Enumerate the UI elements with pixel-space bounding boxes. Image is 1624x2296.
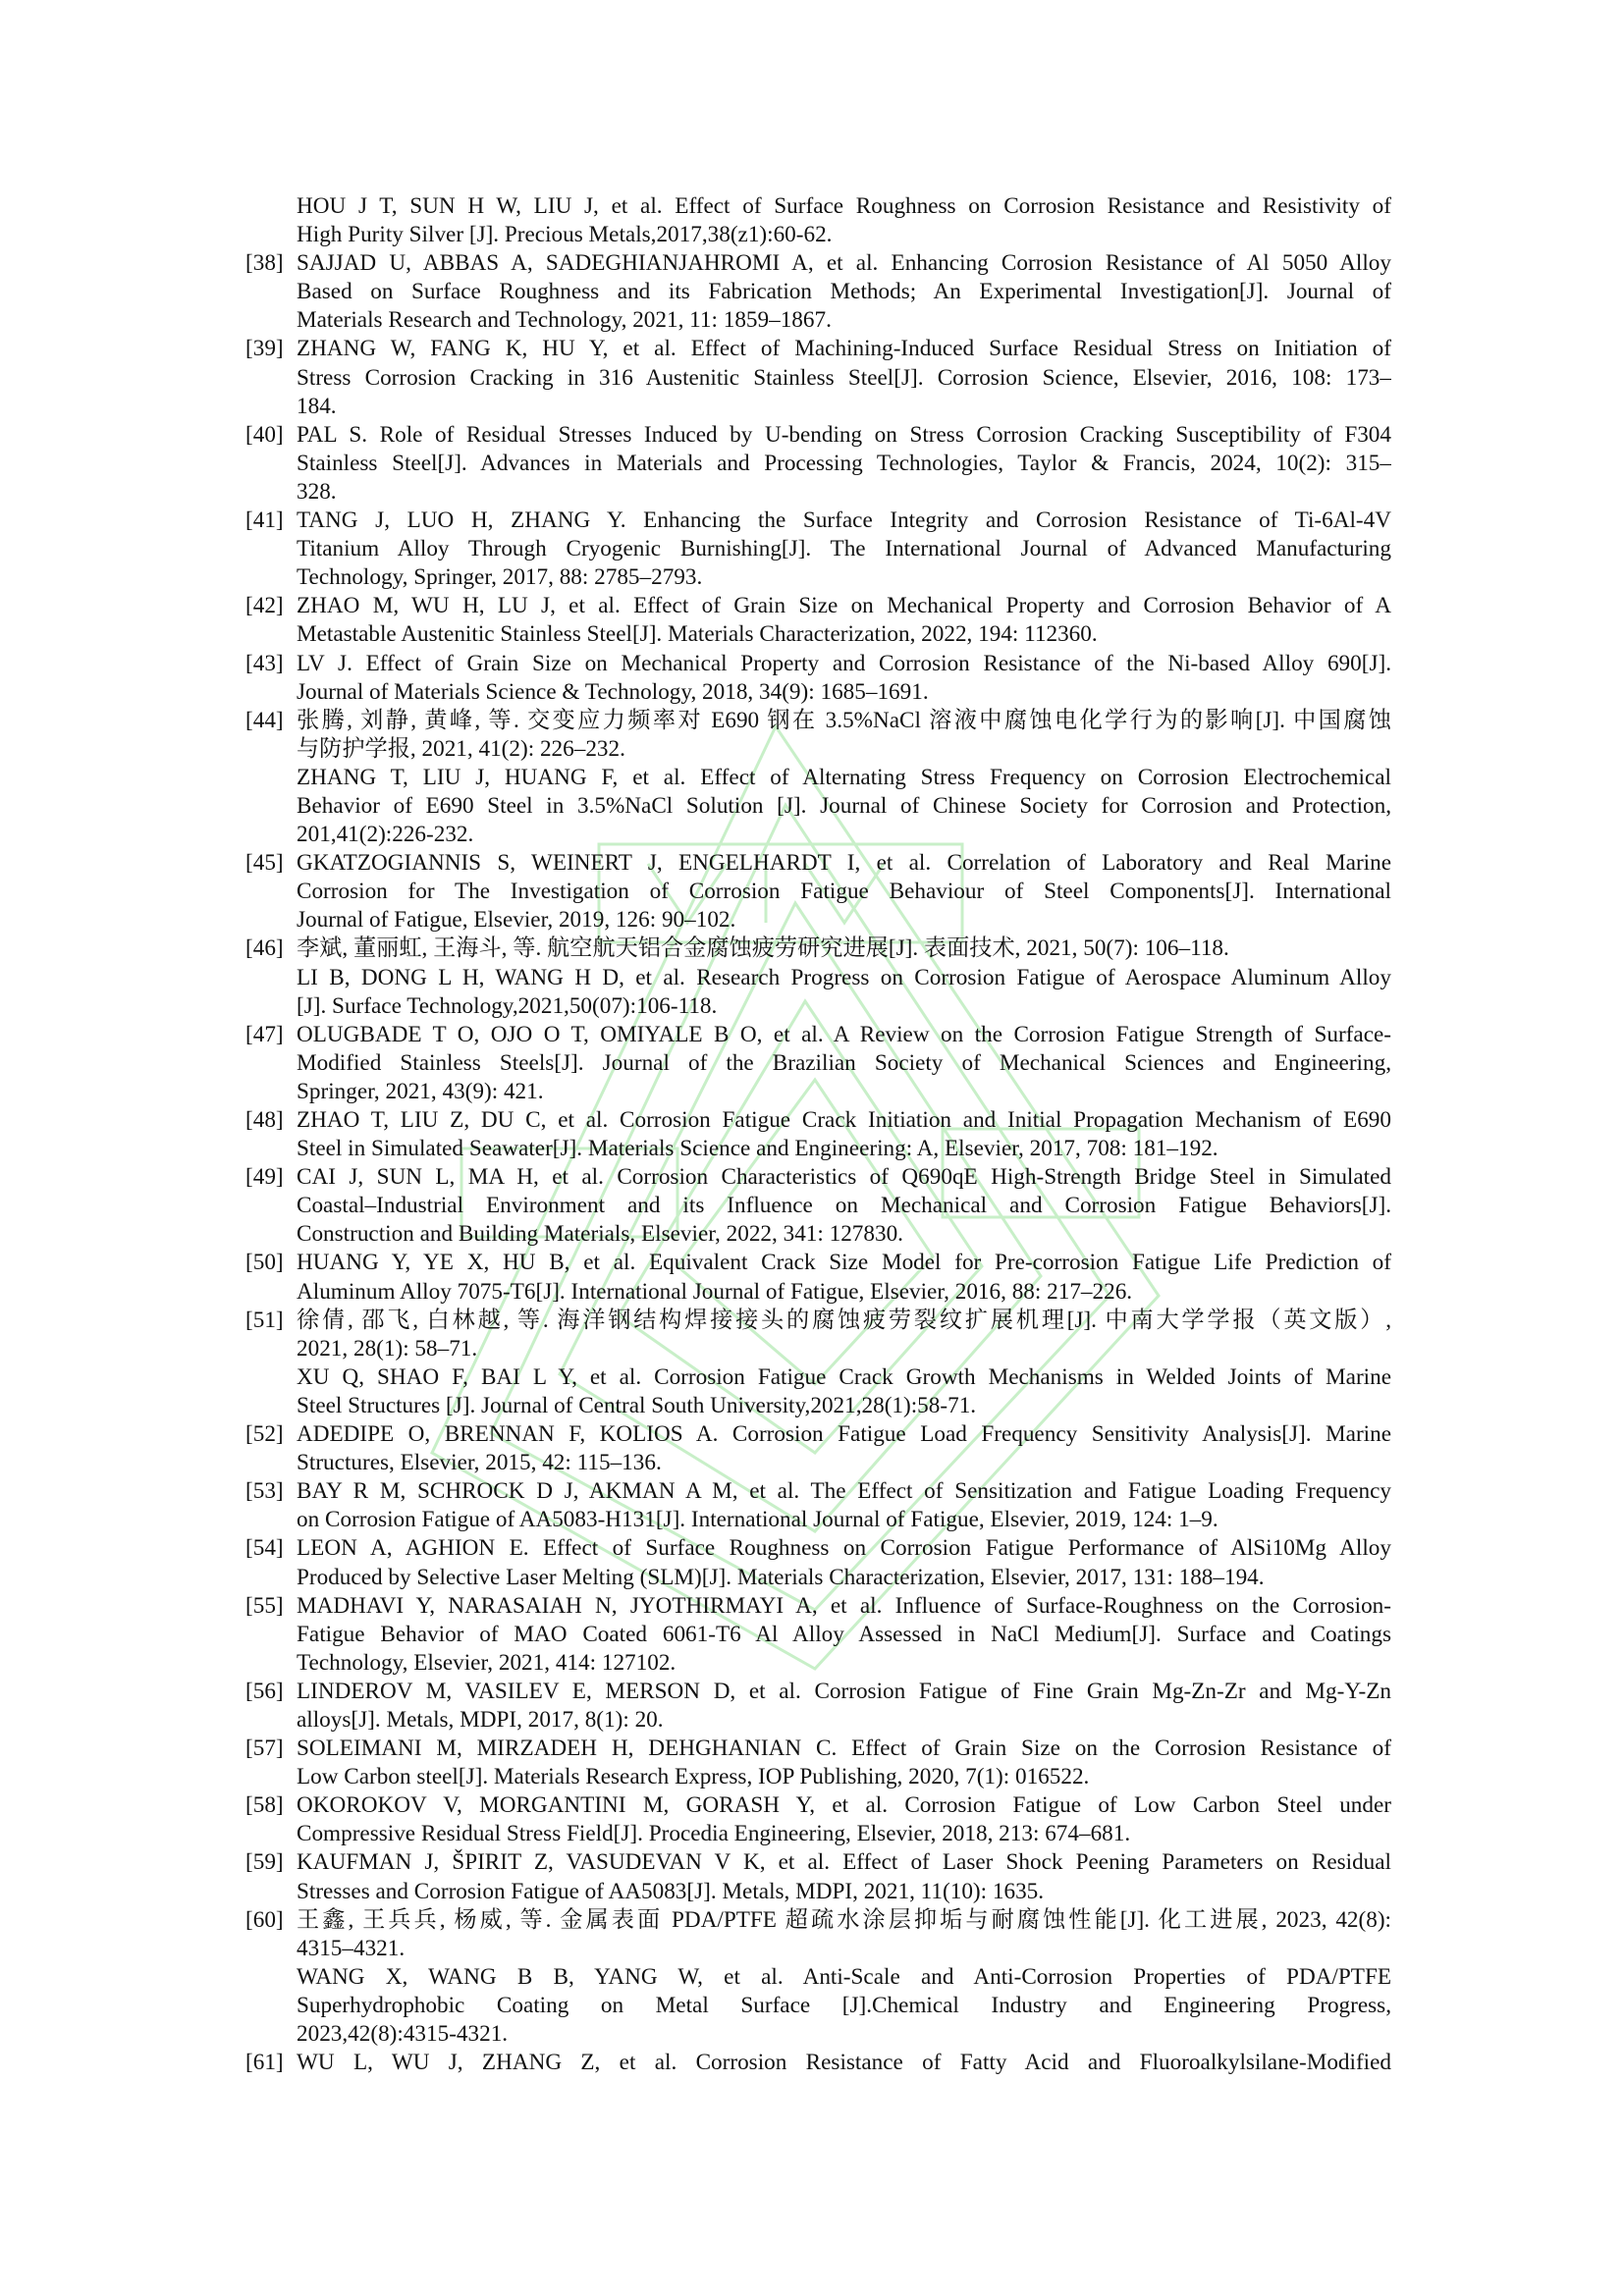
reference-line: 李斌, 董丽虹, 王海斗, 等. 航空航天铝合金腐蚀疲劳研究进展[J]. 表面技术, 2021, 50(7): 106–118. <box>297 935 1229 962</box>
reference-line: Aluminum Alloy 7075-T6[J]. International Journal of Fatigue, Elsevier, 2016, 88: 217–226. <box>297 1278 1133 1305</box>
reference-line: on Corrosion Fatigue of AA5083-H131[J]. International Journal of Fatigue, Elsevier, 2019, 124: 1–9. <box>297 1507 1218 1533</box>
reference-line: LEON A, AGHION E. Effect of Surface Roughness on Corrosion Fatigue Performance of AlSi10Mg Alloy <box>297 1535 1391 1562</box>
reference-line: WANG X, WANG B B, YANG W, et al. Anti-Scale and Anti-Corrosion Properties of PDA/PTFE <box>297 1963 1391 1990</box>
reference-line: MADHAVI Y, NARASAIAH N, JYOTHIRMAYI A, et al. Influence of Surface-Roughness on the Corrosion- <box>297 1592 1391 1619</box>
reference-line: Stress Corrosion Cracking in 316 Austenitic Stainless Steel[J]. Corrosion Science, Elsevier, 2016, 108: 173– <box>297 364 1391 391</box>
reference-line: LV J. Effect of Grain Size on Mechanical Property and Corrosion Resistance of the Ni-based Alloy 690[J]. <box>297 650 1391 676</box>
reference-line: TANG J, LUO H, ZHANG Y. Enhancing the Surface Integrity and Corrosion Resistance of Ti-6Al-4V <box>297 507 1391 534</box>
reference-line: GKATZOGIANNIS S, WEINERT J, ENGELHARDT I, et al. Correlation of Laboratory and Real Marine <box>297 850 1391 877</box>
reference-line: Coastal–Industrial Environment and its Influence on Mechanical and Corrosion Fatigue Behaviors[J]. <box>297 1193 1391 1219</box>
reference-number: [47] <box>245 1021 284 1047</box>
reference-line: HUANG Y, YE X, HU B, et al. Equivalent Crack Size Model for Pre-corrosion Fatigue Life Prediction of <box>297 1250 1391 1276</box>
reference-entry <box>245 1477 1391 1534</box>
reference-entry <box>245 934 1391 1020</box>
reference-line: Journal of Materials Science & Technology, 2018, 34(9): 1685–1691. <box>297 678 929 705</box>
reference-line: Stresses and Corrosion Fatigue of AA5083[J]. Metals, MDPI, 2021, 11(10): 1635. <box>297 1878 1045 1904</box>
reference-line: Structures, Elsevier, 2015, 42: 115–136. <box>297 1450 662 1476</box>
reference-entry <box>245 507 1391 592</box>
reference-line: Fatigue Behavior of MAO Coated 6061-T6 Al Alloy Assessed in NaCl Medium[J]. Surface and Coatings <box>297 1621 1391 1647</box>
reference-number: [61] <box>245 2050 284 2076</box>
reference-number: [46] <box>245 935 284 962</box>
reference-line: High Purity Silver [J]. Precious Metals,2017,38(z1):60-62. <box>297 222 833 248</box>
reference-entry <box>245 421 1391 507</box>
reference-line: ZHANG T, LIU J, HUANG F, et al. Effect of Alternating Stress Frequency on Corrosion Electrochemical <box>297 764 1391 790</box>
reference-line: SOLEIMANI M, MIRZADEH H, DEHGHANIAN C. Effect of Grain Size on the Corrosion Resistance of <box>297 1735 1391 1762</box>
reference-line: Corrosion for The Investigation of Corrosion Fatigue Behaviour of Steel Components[J]. International <box>297 879 1391 905</box>
reference-line: 2021, 28(1): 58–71. <box>297 1335 478 1362</box>
reference-line: ZHANG W, FANG K, HU Y, et al. Effect of Machining-Induced Surface Residual Stress on Initiation of <box>297 336 1391 362</box>
reference-number: [60] <box>245 1906 284 1933</box>
reference-line: Construction and Building Materials, Elsevier, 2022, 341: 127830. <box>297 1221 903 1248</box>
reference-line: Technology, Springer, 2017, 88: 2785–2793. <box>297 564 703 591</box>
reference-line: Based on Surface Roughness and its Fabrication Methods; An Experimental Investigation[J]. Journal of <box>297 279 1391 305</box>
reference-number: [51] <box>245 1307 284 1333</box>
reference-line: OLUGBADE T O, OJO O T, OMIYALE B O, et al. A Review on the Corrosion Fatigue Strength of Surface- <box>297 1021 1391 1047</box>
reference-line: Steel Structures [J]. Journal of Central South University,2021,28(1):58-71. <box>297 1392 977 1418</box>
reference-line: Technology, Elsevier, 2021, 414: 127102. <box>297 1649 677 1676</box>
reference-entry <box>245 249 1391 335</box>
reference-line: 4315–4321. <box>297 1935 406 1961</box>
reference-line: OKOROKOV V, MORGANTINI M, GORASH Y, et al. Corrosion Fatigue of Low Carbon Steel under <box>297 1792 1391 1819</box>
reference-line: Titanium Alloy Through Cryogenic Burnishing[J]. The International Journal of Advanced Manufacturing <box>297 536 1391 562</box>
reference-line: [J]. Surface Technology,2021,50(07):106-118. <box>297 992 718 1019</box>
reference-entry <box>245 650 1391 707</box>
reference-entry <box>245 2049 1391 2077</box>
reference-line: Produced by Selective Laser Melting (SLM)[J]. Materials Characterization, Elsevier, 2017, 131: 188–194. <box>297 1564 1265 1590</box>
reference-line: 张腾, 刘静, 黄峰, 等. 交变应力频率对 E690 钢在 3.5%NaCl 溶液中腐蚀电化学行为的影响[J]. 中国腐蚀 <box>297 707 1391 733</box>
reference-entry <box>245 592 1391 649</box>
reference-line: HOU J T, SUN H W, LIU J, et al. Effect of Surface Roughness on Corrosion Resistance and Resistivity of <box>297 193 1391 219</box>
reference-line: Steel in Simulated Seawater[J]. Materials Science and Engineering: A, Elsevier, 2017, 708: 181–192. <box>297 1136 1218 1162</box>
reference-line: 328. <box>297 478 337 505</box>
reference-number: [48] <box>245 1107 284 1133</box>
reference-entry <box>245 1420 1391 1477</box>
reference-line: 201,41(2):226-232. <box>297 822 474 848</box>
reference-line: LI B, DONG L H, WANG H D, et al. Research Progress on Corrosion Fatigue of Aerospace Aluminum Alloy <box>297 964 1391 990</box>
reference-line: ADEDIPE O, BRENNAN F, KOLIOS A. Corrosion Fatigue Load Frequency Sensitivity Analysis[J]. Marine <box>297 1421 1391 1448</box>
reference-number: [49] <box>245 1164 284 1191</box>
reference-number: [57] <box>245 1735 284 1762</box>
reference-number: [50] <box>245 1250 284 1276</box>
reference-line: 2023,42(8):4315-4321. <box>297 2021 509 2047</box>
reference-line: 王鑫, 王兵兵, 杨威, 等. 金属表面 PDA/PTFE 超疏水涂层抑垢与耐腐蚀性能[J]. 化工进展, 2023, 42(8): <box>297 1906 1391 1933</box>
reference-entry <box>245 1791 1391 1848</box>
reference-entry <box>245 1021 1391 1106</box>
reference-entry <box>245 192 1391 249</box>
reference-entry <box>245 1163 1391 1249</box>
reference-line: CAI J, SUN L, MA H, et al. Corrosion Characteristics of Q690qE High-Strength Bridge Steel in Simulated <box>297 1164 1391 1191</box>
reference-entry <box>245 1307 1391 1420</box>
reference-number: [52] <box>245 1421 284 1448</box>
reference-line: Journal of Fatigue, Elsevier, 2019, 126: 90–102. <box>297 907 736 934</box>
reference-entry <box>245 1534 1391 1591</box>
reference-number: [40] <box>245 421 284 448</box>
reference-entry <box>245 1735 1391 1791</box>
reference-line: Modified Stainless Steels[J]. Journal of the Brazilian Society of Mechanical Sciences and Engineering, <box>297 1049 1391 1076</box>
reference-entry <box>245 1249 1391 1306</box>
reference-entry <box>245 1592 1391 1678</box>
reference-number: [53] <box>245 1478 284 1505</box>
reference-list <box>245 192 1391 2077</box>
reference-line: Metastable Austenitic Stainless Steel[J]. Materials Characterization, 2022, 194: 112360. <box>297 621 1098 648</box>
reference-number: [58] <box>245 1792 284 1819</box>
reference-entry <box>245 707 1391 849</box>
reference-line: BAY R M, SCHROCK D J, AKMAN A M, et al. The Effect of Sensitization and Fatigue Loading Frequency <box>297 1478 1391 1505</box>
reference-line: 184. <box>297 393 337 419</box>
reference-entry <box>245 335 1391 420</box>
reference-line: ZHAO T, LIU Z, DU C, et al. Corrosion Fatigue Crack Initiation and Initial Propagation Mechanism of E690 <box>297 1107 1391 1133</box>
reference-line: alloys[J]. Metals, MDPI, 2017, 8(1): 20. <box>297 1706 664 1733</box>
reference-number: [59] <box>245 1849 284 1876</box>
reference-entry <box>245 1678 1391 1735</box>
reference-number: [44] <box>245 707 284 733</box>
reference-number: [43] <box>245 650 284 676</box>
reference-number: [55] <box>245 1592 284 1619</box>
reference-line: KAUFMAN J, ŠPIRIT Z, VASUDEVAN V K, et al. Effect of Laser Shock Peening Parameters on Residual <box>297 1849 1391 1876</box>
reference-number: [56] <box>245 1678 284 1704</box>
reference-entry <box>245 1906 1391 2049</box>
reference-line: XU Q, SHAO F, BAI L Y, et al. Corrosion Fatigue Crack Growth Mechanisms in Welded Joints of Marine <box>297 1363 1391 1390</box>
reference-line: 与防护学报, 2021, 41(2): 226–232. <box>297 735 625 762</box>
reference-line: Springer, 2021, 43(9): 421. <box>297 1078 544 1104</box>
reference-line: WU L, WU J, ZHANG Z, et al. Corrosion Resistance of Fatty Acid and Fluoroalkylsilane-Modified <box>297 2050 1391 2076</box>
reference-line: SAJJAD U, ABBAS A, SADEGHIANJAHROMI A, et al. Enhancing Corrosion Resistance of Al 5050 Alloy <box>297 250 1391 277</box>
reference-number: [54] <box>245 1535 284 1562</box>
reference-line: Low Carbon steel[J]. Materials Research Express, IOP Publishing, 2020, 7(1): 016522. <box>297 1764 1090 1790</box>
reference-line: LINDEROV M, VASILEV E, MERSON D, et al. Corrosion Fatigue of Fine Grain Mg-Zn-Zr and Mg-Y-Zn <box>297 1678 1391 1704</box>
reference-line: Behavior of E690 Steel in 3.5%NaCl Solution [J]. Journal of Chinese Society for Corrosion and Protection, <box>297 792 1391 819</box>
reference-line: Materials Research and Technology, 2021, 11: 1859–1867. <box>297 307 832 334</box>
reference-number: [39] <box>245 336 284 362</box>
reference-line: PAL S. Role of Residual Stresses Induced by U-bending on Stress Corrosion Cracking Susceptibility of F304 <box>297 421 1391 448</box>
reference-entry <box>245 849 1391 934</box>
reference-number: [38] <box>245 250 284 277</box>
reference-line: ZHAO M, WU H, LU J, et al. Effect of Grain Size on Mechanical Property and Corrosion Behavior of A <box>297 593 1391 619</box>
reference-line: Compressive Residual Stress Field[J]. Procedia Engineering, Elsevier, 2018, 213: 674–681. <box>297 1821 1131 1847</box>
reference-entry <box>245 1106 1391 1163</box>
reference-number: [45] <box>245 850 284 877</box>
reference-line: Stainless Steel[J]. Advances in Materials and Processing Technologies, Taylor & Francis, 2024, 10(2): 315– <box>297 450 1391 476</box>
reference-number: [41] <box>245 507 284 534</box>
reference-number: [42] <box>245 593 284 619</box>
reference-line: Superhydrophobic Coating on Metal Surface [J].Chemical Industry and Engineering Progress, <box>297 1992 1391 2018</box>
reference-line: 徐倩, 邵飞, 白林越, 等. 海洋钢结构焊接接头的腐蚀疲劳裂纹扩展机理[J]. 中南大学学报（英文版）, <box>297 1307 1391 1333</box>
reference-entry <box>245 1848 1391 1905</box>
